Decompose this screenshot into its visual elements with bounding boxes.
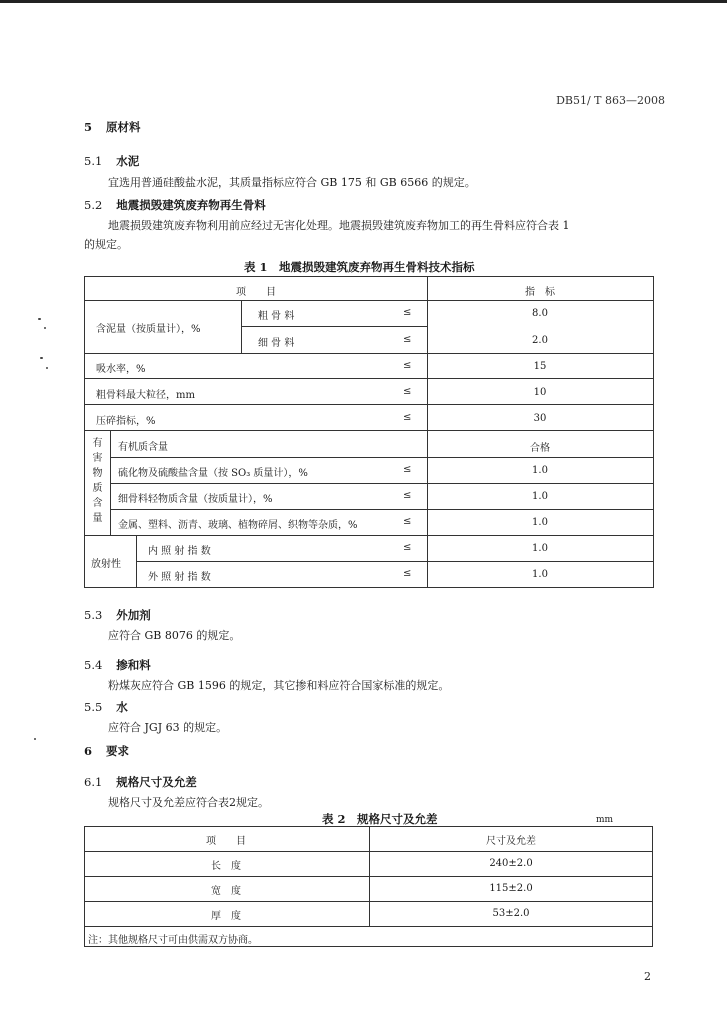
table-row-value: 115±2.0 xyxy=(489,883,533,894)
section-5-1-text: 宜选用普通硅酸盐水泥，其质量指标应符合 GB 175 和 GB 6566 的规定。 xyxy=(108,176,476,189)
operator: ≤ xyxy=(403,412,412,423)
external-exposure-label: 外 照 射 指 数 xyxy=(148,572,211,583)
section-number: 5.3 xyxy=(84,608,103,622)
table-row-item: 厚 度 xyxy=(211,911,241,922)
section-number: 5.5 xyxy=(84,700,103,714)
section-number: 5.4 xyxy=(84,658,103,672)
section-number: 6 xyxy=(84,744,93,758)
section-6-1-text: 规格尺寸及允差应符合表2规定。 xyxy=(108,796,269,809)
max-particle-size-value: 10 xyxy=(533,387,547,398)
max-particle-size-label: 粗骨料最大粒径，mm xyxy=(96,390,195,401)
organic-matter-value: 合格 xyxy=(530,443,550,454)
table-2-note: 注：其他规格尺寸可由供需双方协商。 xyxy=(88,935,258,946)
crushing-index-value: 30 xyxy=(533,413,547,424)
section-title: 要求 xyxy=(106,744,130,758)
section-number: 6.1 xyxy=(84,775,103,789)
table-row-value: 240±2.0 xyxy=(489,858,533,869)
scan-speck xyxy=(46,367,48,369)
internal-exposure-label: 内 照 射 指 数 xyxy=(148,546,211,557)
section-title: 地震损毁建筑废弃物再生骨料 xyxy=(116,198,266,212)
mud-content-label: 含泥量（按质量计），% xyxy=(96,324,201,335)
mud-coarse-value: 8.0 xyxy=(532,308,548,319)
table-row-item: 宽 度 xyxy=(211,886,241,897)
table-2-header-item: 项 目 xyxy=(206,836,246,847)
section-5-4-text: 粉煤灰应符合 GB 1596 的规定，其它掺和料应符合国家标准的规定。 xyxy=(108,679,450,692)
scan-speck xyxy=(34,738,36,740)
internal-exposure-value: 1.0 xyxy=(532,543,548,554)
water-absorption-value: 15 xyxy=(533,361,547,372)
operator: ≤ xyxy=(403,490,412,501)
crushing-index-label: 压碎指标，% xyxy=(96,416,156,427)
sulfide-sulfate-value: 1.0 xyxy=(532,465,548,476)
operator: ≤ xyxy=(403,360,412,371)
section-number: 5.1 xyxy=(84,154,103,168)
table-1-caption: 表 1 地震损毁建筑废弃物再生骨料技术指标 xyxy=(244,260,475,274)
section-title: 水 xyxy=(116,700,128,714)
fine-aggregate-label: 细 骨 料 xyxy=(258,338,295,349)
operator: ≤ xyxy=(403,464,412,475)
section-number: 5.2 xyxy=(84,198,103,212)
section-5-5-text: 应符合 JGJ 63 的规定。 xyxy=(108,721,228,734)
table-1-header-item: 项 目 xyxy=(236,287,276,298)
section-title: 原材料 xyxy=(106,120,141,134)
organic-matter-label: 有机质含量 xyxy=(118,442,168,453)
page-number: 2 xyxy=(644,970,651,983)
table-row-value: 53±2.0 xyxy=(492,908,530,919)
operator: ≤ xyxy=(403,516,412,527)
operator: ≤ xyxy=(403,334,412,345)
operator: ≤ xyxy=(403,542,412,553)
table-1-header-index: 指 标 xyxy=(525,287,555,298)
scan-speck xyxy=(44,327,46,329)
operator: ≤ xyxy=(403,568,412,579)
section-title: 外加剂 xyxy=(116,608,151,622)
sulfide-sulfate-label: 硫化物及硫酸盐含量（按 SO₃ 质量计），% xyxy=(118,468,308,479)
section-5-2-text-line1: 地震损毁建筑废弃物利用前应经过无害化处理。地震损毁建筑废弃物加工的再生骨料应符合表 1 xyxy=(108,219,570,232)
section-5-2-text-line2: 的规定。 xyxy=(84,238,128,251)
section-5-3-text: 应符合 GB 8076 的规定。 xyxy=(108,629,241,642)
scan-speck xyxy=(40,357,43,359)
table-2-caption: 表 2 规格尺寸及允差 xyxy=(322,812,438,826)
mud-fine-value: 2.0 xyxy=(532,335,548,346)
operator: ≤ xyxy=(403,386,412,397)
operator: ≤ xyxy=(403,307,412,318)
table-2-header-value: 尺寸及允差 xyxy=(486,836,536,847)
scan-speck xyxy=(38,318,41,320)
coarse-aggregate-label: 粗 骨 料 xyxy=(258,311,295,322)
water-absorption-label: 吸水率，% xyxy=(96,364,146,375)
document-code: DB51/ T 863—2008 xyxy=(556,94,665,107)
section-title: 掺和料 xyxy=(116,658,151,672)
table-2-unit: mm xyxy=(596,815,614,825)
light-matter-value: 1.0 xyxy=(532,491,548,502)
harmful-substances-group-label: 有害物质含量 xyxy=(92,438,103,524)
table-row-item: 长 度 xyxy=(211,861,241,872)
impurities-value: 1.0 xyxy=(532,517,548,528)
section-number: 5 xyxy=(84,120,93,134)
impurities-label: 金属、塑料、沥青、玻璃、植物碎屑、织物等杂质，% xyxy=(118,520,358,531)
section-title: 规格尺寸及允差 xyxy=(116,775,197,789)
radioactivity-group-label: 放射性 xyxy=(91,559,121,570)
section-title: 水泥 xyxy=(116,154,140,168)
external-exposure-value: 1.0 xyxy=(532,569,548,580)
light-matter-label: 细骨料轻物质含量（按质量计），% xyxy=(118,494,273,505)
